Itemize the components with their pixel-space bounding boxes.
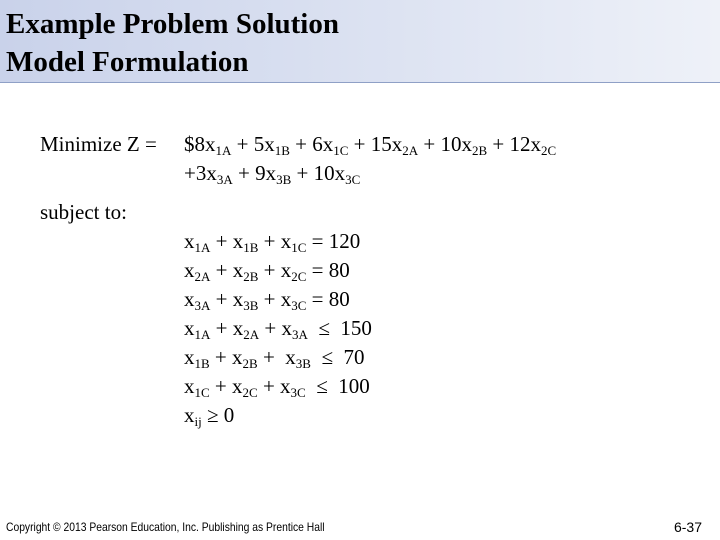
constraint-row: $x_{1A} + x_{1B} + x_{1C} = 120$ bbox=[184, 229, 361, 255]
title-band bbox=[0, 0, 720, 82]
constraint-row: $x_{1C} + x_{2C} + x_{3C} \le 100$ bbox=[184, 374, 370, 400]
page-number: 6-37 bbox=[673, 519, 702, 535]
objective-term: + $6x_{1C}$ bbox=[289, 132, 349, 158]
objective-term: + $15x_{2A}$ bbox=[348, 132, 419, 158]
objective-line-2 bbox=[184, 161, 360, 185]
objective-term: + $10x_{3C}$ bbox=[291, 161, 361, 187]
title-divider bbox=[0, 82, 720, 83]
objective-term: + $9x_{3B}$ bbox=[232, 161, 292, 187]
slide-title-line-1: Example Problem Solution bbox=[6, 8, 339, 40]
objective-term: $\$8x_{1A}$ bbox=[184, 132, 232, 158]
slide-title-line-2: Model Formulation bbox=[6, 46, 249, 78]
constraint-row: $x_{1A} + x_{2A} + x_{3A} \le 150$ bbox=[184, 316, 372, 342]
objective-line-1 bbox=[184, 132, 556, 156]
constraint-row: $x_{1B} + x_{2B} + x_{3B} \le 70$ bbox=[184, 345, 365, 371]
objective-term: $+3x_{3A}$ bbox=[184, 161, 233, 187]
objective-term: + $12x_{2C}$ bbox=[487, 132, 557, 158]
constraint-row: $x_{2A} + x_{2B} + x_{2C} = 80$ bbox=[184, 258, 350, 284]
copyright-notice: Copyright © 2013 Pearson Education, Inc. Publishing as Prentice Hall bbox=[6, 520, 325, 534]
constraint-row: $x_{3A} + x_{3B} + x_{3C} = 80$ bbox=[184, 287, 350, 313]
objective-label: Minimize Z = bbox=[40, 132, 157, 156]
objective-term: + $5x_{1B}$ bbox=[231, 132, 290, 158]
objective-term: + $10x_{2B}$ bbox=[418, 132, 488, 158]
subject-to-label: subject to: bbox=[40, 200, 127, 224]
nonnegativity-constraint: $x_{ij} \ge 0$ bbox=[184, 403, 235, 429]
